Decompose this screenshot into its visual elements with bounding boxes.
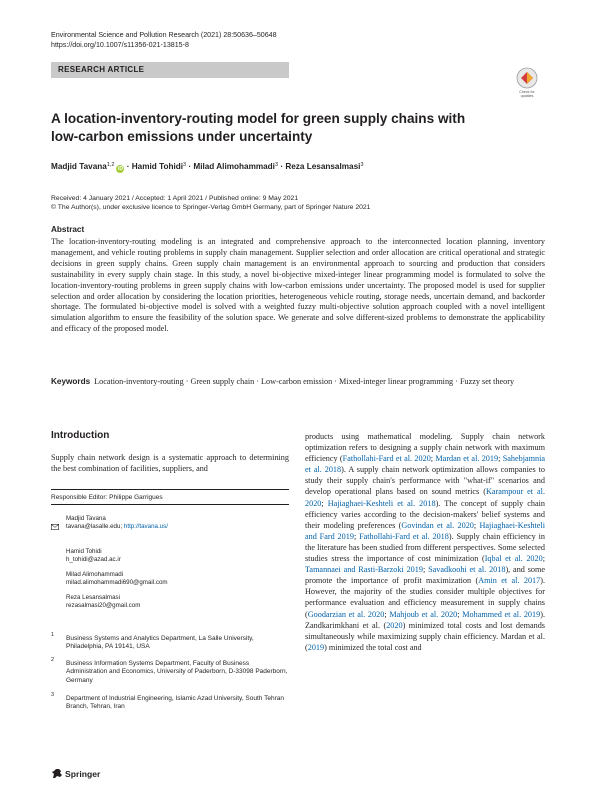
citation-link[interactable]: Mahjoub et al. 2020 xyxy=(389,609,458,619)
contact-block xyxy=(66,548,121,564)
contact-name: Hamid Tohidi xyxy=(66,548,102,555)
article-title: A location-inventory-routing model for green supply chains with low-carbon emissions under uncertainty xyxy=(51,111,466,144)
journal-citation: Environmental Science and Pollution Research (2021) 28:50636–50648 xyxy=(51,31,277,39)
citation-link[interactable]: Savadkoohi et al. 2018 xyxy=(428,565,506,575)
affiliation-number: 2 xyxy=(51,657,55,663)
introduction-text: Supply chain network design is a systematic approach to determining the best combination of facilities, suppliers, and xyxy=(51,453,289,474)
body-text: products using mathematical modeling. Supply chain network optimization refers to designing a supply chain network with maximum efficiency ( xyxy=(305,432,545,464)
contact-block xyxy=(66,571,168,587)
body-text: ). However, the majority of the studies consider multiple objectives for performance evaluation and efficiency measurement in supply chains ( xyxy=(305,576,546,619)
citation-link[interactable]: Tamannaei and Rasti-Barzoki 2019 xyxy=(305,565,423,575)
citation-link[interactable]: 2019 xyxy=(307,642,325,652)
body-text: ; xyxy=(542,554,545,564)
svg-text:updates: updates xyxy=(520,94,534,98)
citation-link[interactable]: Goodarzian et al. 2020 xyxy=(307,609,385,619)
contact-block: Madjid Tavana tavana@lasalle.edu; http://tavana.us/ xyxy=(66,515,168,530)
contact-name: Reza Lesansalmasi xyxy=(66,594,120,601)
affiliation: Business Information Systems Department, Faculty of Business Administration and Economics, University of Paderborn, D-33098 Paderborn, Germany xyxy=(66,660,288,684)
affiliation-number: 1 xyxy=(51,632,55,638)
affiliation-number: 3 xyxy=(51,692,55,698)
keywords xyxy=(51,376,545,387)
article-type-banner xyxy=(51,62,289,78)
author-name[interactable]: Hamid Tohidi xyxy=(131,162,184,171)
citation-link[interactable]: Govindan et al. 2020 xyxy=(401,520,474,530)
publisher-logo xyxy=(51,768,100,780)
body-text: ; xyxy=(473,520,480,530)
contact-email[interactable]: h_tohidi@azad.ac.ir xyxy=(66,556,121,563)
affiliation: Business Systems and Analytics Department, La Salle University, Philadelphia, PA 19141, USA xyxy=(66,635,254,651)
citation-link[interactable]: Hajiaghaei-Keshteli and Fard 2019 xyxy=(305,520,545,541)
citation-link[interactable]: Amin et al. 2017 xyxy=(478,576,541,586)
citation-link[interactable]: Mardan et al. 2019 xyxy=(435,454,499,464)
responsible-editor: Responsible Editor: Philippe Garrigues xyxy=(51,494,163,501)
body-text: ). A supply chain network optimization allows companies to study their supply chain's performance with "what-if" scenarios and develop operational plans based on sound metrics ( xyxy=(305,465,545,497)
publisher-name: Springer xyxy=(65,769,101,779)
body-text: ) minimized total costs and lost demands simultaneously while maximizing supply chain efficiency. Mardan et al. ( xyxy=(305,620,545,652)
body-text: ; xyxy=(384,609,390,619)
abstract-heading: Abstract xyxy=(51,225,85,234)
author-name[interactable]: Reza Lesansalmasi xyxy=(285,162,361,171)
author-name[interactable]: Madjid Tavana xyxy=(51,162,107,171)
abstract-text: The location-inventory-routing modeling is an integrated and comprehensive approach to the interconnected location planning, inventory management, and vehicle routing problems in supply chain management. Supplier selection and order allocation are critical operational and strategic decisions in green supply chains. Green supply chain management is an environmental approach to sourcing and production that considers sustainability in every supply chain stage. In this study, a novel bi-objective mixed-integer linear programming model is formulated to solve the location-inventory-routing problems in green supply chains with low-carbon emissions under uncertainty. The proposed model is used for supplier selection and order allocation by considering the location priorities, heterogeneous vehicle routing, storage needs, uncertain demand, and backorder shortage. The formulated bi-objective model is solved with a weighted fuzzy multi-objective solution approach coupled with a novel intelligent simulation algorithm to ensure the feasibility of the solution space. We generate and solve different-sized problems to demonstrate the applicability and efficacy of the proposed model. xyxy=(51,237,545,334)
citation-link[interactable]: Sahebjamnia et al. 2018 xyxy=(305,454,545,475)
author-affiliation-sup: 3 xyxy=(183,162,187,168)
body-text: ; xyxy=(430,454,436,464)
contact-name: Milad Alimohammadi xyxy=(66,571,124,578)
publication-dates: Received: 4 January 2021 / Accepted: 1 April 2021 / Published online: 9 May 2021 xyxy=(51,195,299,202)
introduction-heading: Introduction xyxy=(51,430,110,441)
contact-email[interactable]: tavana@lasalle.edu xyxy=(66,523,121,530)
orcid-icon[interactable]: iD xyxy=(117,166,123,172)
body-text: ). Supply chain efficiency in the literature has been studied from different perspectives. Some selected studies stress the importance of cost minimization ( xyxy=(305,531,545,564)
body-text: ), and some promote the importance of profit maximization ( xyxy=(305,565,545,586)
author-separator: · xyxy=(188,162,194,171)
keywords-label: Keywords xyxy=(51,377,91,386)
introduction-continued xyxy=(305,431,545,653)
citation-link[interactable]: Karampour et al. 2020 xyxy=(305,487,545,508)
author-separator: · xyxy=(280,162,286,171)
contact-block xyxy=(66,594,140,610)
contact-url[interactable]: http://tavana.us/ xyxy=(123,523,168,530)
body-text: ). The concept of supply chain efficiency varies according to the decision-makers' belief systems and their modeling preferences ( xyxy=(305,498,545,530)
keywords-text: Location-inventory-routing · Green supply chain · Low-carbon emission · Mixed-integer linear programming · Fuzzy set theory xyxy=(94,377,515,386)
contact-email[interactable]: milad.alimohammadi690@gmail.com xyxy=(66,579,168,586)
body-text: ; xyxy=(321,498,328,508)
body-text: ; xyxy=(498,454,503,464)
author-affiliation-sup: 3 xyxy=(360,162,364,168)
author-affiliation-sup: 1,2 xyxy=(106,162,115,168)
article-type-label: RESEARCH ARTICLE xyxy=(58,65,145,74)
citation-link[interactable]: Hajiaghaei-Keshteli et al. 2018 xyxy=(327,498,436,508)
crossmark-icon[interactable] xyxy=(514,67,540,99)
footnote-divider xyxy=(51,504,289,505)
body-text: ; xyxy=(353,531,360,541)
author-separator: · xyxy=(126,162,132,171)
envelope-icon xyxy=(51,517,59,523)
springer-horse-icon xyxy=(51,768,63,779)
copyright-notice: © The Author(s), under exclusive licence to Springer-Verlag GmbH Germany, part of Springer Nature 2021 xyxy=(51,204,371,211)
contact-email[interactable]: rezasalmasi20@gmail.com xyxy=(66,602,141,609)
citation-link[interactable]: Iqbal et al. 2020 xyxy=(484,554,543,564)
contact-name: Madjid Tavana xyxy=(66,515,106,522)
body-text: ; xyxy=(422,565,429,575)
body-text: ) minimized the total cost and xyxy=(324,642,422,652)
author-list xyxy=(51,160,364,173)
body-text: ; xyxy=(457,609,463,619)
svg-text:Check for: Check for xyxy=(519,90,535,94)
body-text: ). Zandkarimkhani et al. ( xyxy=(305,609,545,630)
citation-link[interactable]: Mohammed et al. 2019 xyxy=(462,609,541,619)
author-name[interactable]: Milad Alimohammadi xyxy=(193,162,275,171)
author-affiliation-sup: 3 xyxy=(274,162,279,168)
citation-link[interactable]: Fathollahi-Fard et al. 2020 xyxy=(342,454,431,464)
footnote-divider xyxy=(51,489,289,490)
citation-link[interactable]: 2020 xyxy=(386,620,403,630)
citation-link[interactable]: Fathollahi-Fard et al. 2018 xyxy=(359,531,449,541)
doi-link[interactable]: https://doi.org/10.1007/s11356-021-13815-8 xyxy=(51,41,189,49)
affiliation: Department of Industrial Engineering, Islamic Azad University, South Tehran Branch, Tehran, Iran xyxy=(66,695,284,711)
